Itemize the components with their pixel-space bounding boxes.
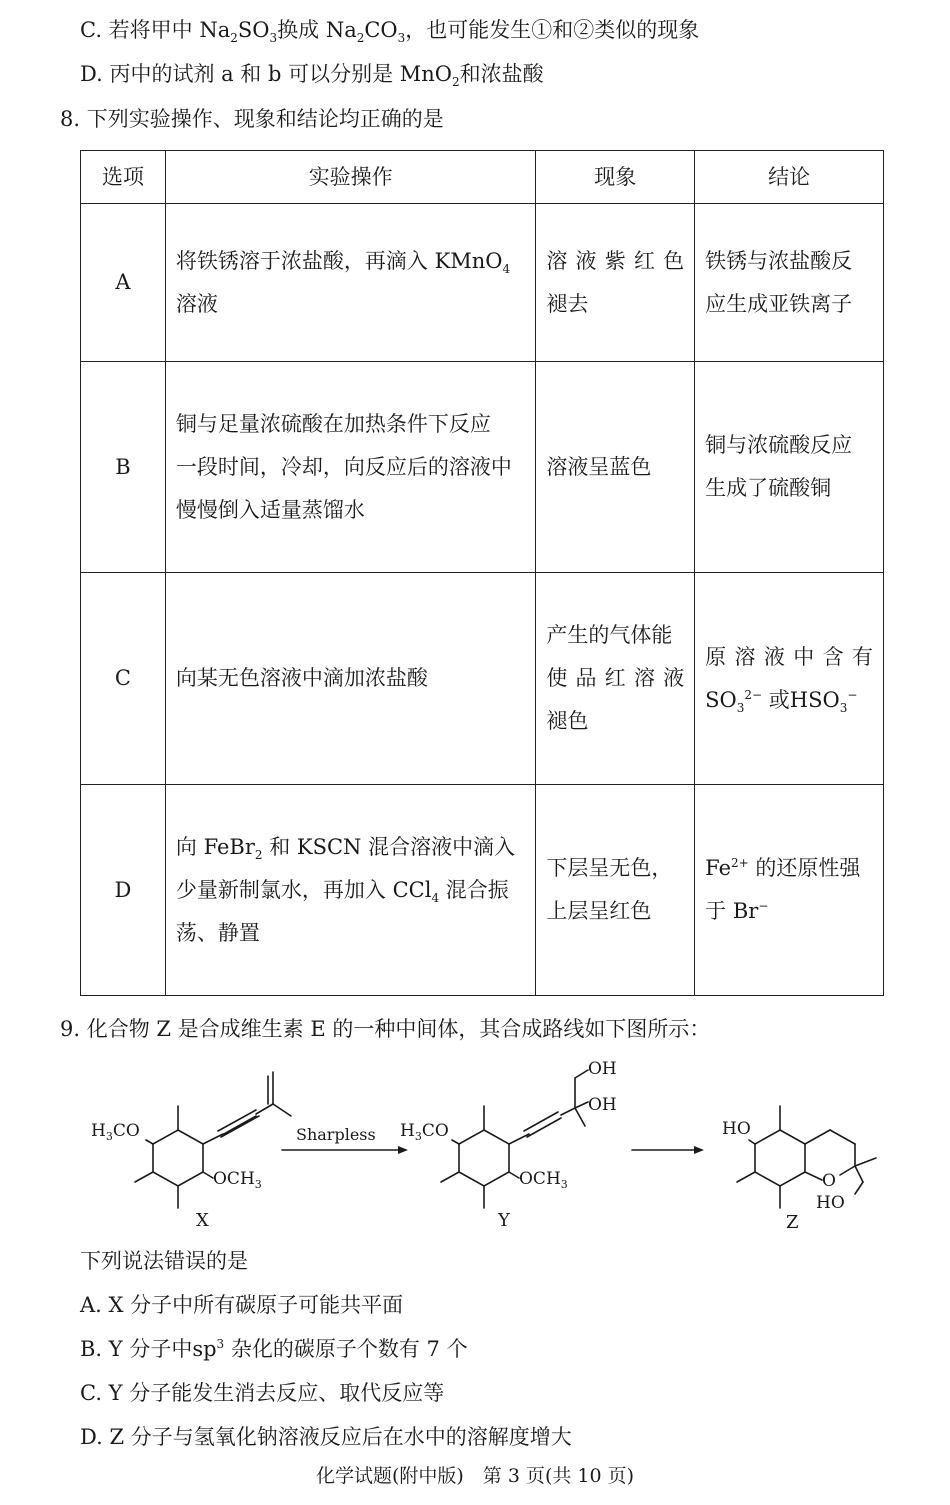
y-oh-label-side: OH: [588, 1095, 617, 1115]
z-ho-label: HO: [722, 1119, 751, 1139]
synthesis-scheme: [80, 1058, 890, 1238]
header-conclusion: 结论: [695, 151, 884, 204]
row-b-phenomenon: 溶液呈蓝色: [536, 362, 695, 573]
q9-option-c: C. Y 分子能发生消去反应、取代反应等: [80, 1381, 445, 1405]
q8-stem: 8. 下列实验操作、现象和结论均正确的是: [60, 107, 444, 131]
row-a-operation: 将铁锈溶于浓盐酸，再滴入 KMnO$_4$ 溶液: [165, 204, 535, 362]
row-d-operation: 向 FeBr$_2$ 和 KSCN 混合溶液中滴入 少量新制氯水，再加入 CCl$_4$ 混合振 荡、静置: [165, 785, 535, 996]
row-c-phenomenon: 产生的气体能 使品红溶液 褪色: [536, 573, 695, 785]
x-h3co-label: $H_3CO$: [91, 1121, 140, 1143]
table-row-b: [81, 362, 884, 573]
compound-y-label: Y: [498, 1210, 510, 1231]
table-row-a: [81, 204, 884, 362]
compound-z-label: Z: [786, 1212, 799, 1233]
reagent-label: Sharpless: [296, 1125, 376, 1144]
row-b-operation: 铜与足量浓硫酸在加热条件下反应 一段时间，冷却，向反应后的溶液中 慢慢倒入适量蒸馏水: [165, 362, 535, 573]
row-c-operation: 向某无色溶液中滴加浓盐酸: [165, 573, 535, 785]
row-d-label: D: [81, 785, 166, 996]
prev-option-d: D. 丙中的试剂 a 和 b 可以分别是 MnO$_2$和浓盐酸: [80, 62, 544, 90]
row-c-label: C: [81, 573, 166, 785]
z-ho-label-side: HO: [816, 1193, 845, 1213]
row-c-conclusion: 原溶液中含有 $SO_3^{2-}$ 或$HSO_3^-$: [695, 573, 884, 785]
header-operation: 实验操作: [165, 151, 535, 204]
q9-option-b: B. Y 分子中$sp^3$ 杂化的碳原子个数有 7 个: [80, 1337, 468, 1361]
compound-z-structure: [737, 1106, 876, 1208]
row-a-phenomenon: 溶液紫红色 褪去: [536, 204, 695, 362]
table-row-c: [81, 573, 884, 785]
prev-option-c: C. 若将甲中 $Na_2SO_3$换成 $Na_2CO_3$，也可能发生①和②类似的现象: [80, 18, 700, 46]
compound-x-label: X: [196, 1210, 209, 1231]
table-row-d: [81, 785, 884, 996]
x-och3-label: $OCH_3$: [213, 1169, 262, 1191]
y-och3-label: $OCH_3$: [519, 1169, 568, 1191]
table-header-row: [81, 151, 884, 204]
header-option: 选项: [81, 151, 166, 204]
q9-question: 下列说法错误的是: [80, 1249, 248, 1273]
row-b-conclusion: 铜与浓硫酸反应 生成了硫酸铜: [695, 362, 884, 573]
row-b-label: B: [81, 362, 166, 573]
row-a-label: A: [81, 204, 166, 362]
y-h3co-label: $H_3CO$: [400, 1121, 449, 1143]
header-phenomenon: 现象: [536, 151, 695, 204]
q9-option-a: A. X 分子中所有碳原子可能共平面: [80, 1293, 404, 1317]
q9-option-d: D. Z 分子与氢氧化钠溶液反应后在水中的溶解度增大: [80, 1425, 572, 1449]
y-oh-label-top: OH: [588, 1059, 617, 1079]
row-d-conclusion: $Fe^{2+}$ 的还原性强 于 Br−: [695, 785, 884, 996]
page-footer: 化学试题(附中版) 第 3 页(共 10 页): [315, 1465, 635, 1487]
z-ring-o-label: O: [822, 1171, 836, 1191]
row-a-conclusion: 铁锈与浓盐酸反 应生成亚铁离子: [695, 204, 884, 362]
experiment-table: [80, 150, 884, 996]
row-d-phenomenon: 下层呈无色， 上层呈红色: [536, 785, 695, 996]
q9-stem: 9. 化合物 Z 是合成维生素 E 的一种中间体，其合成路线如下图所示：: [60, 1017, 711, 1041]
